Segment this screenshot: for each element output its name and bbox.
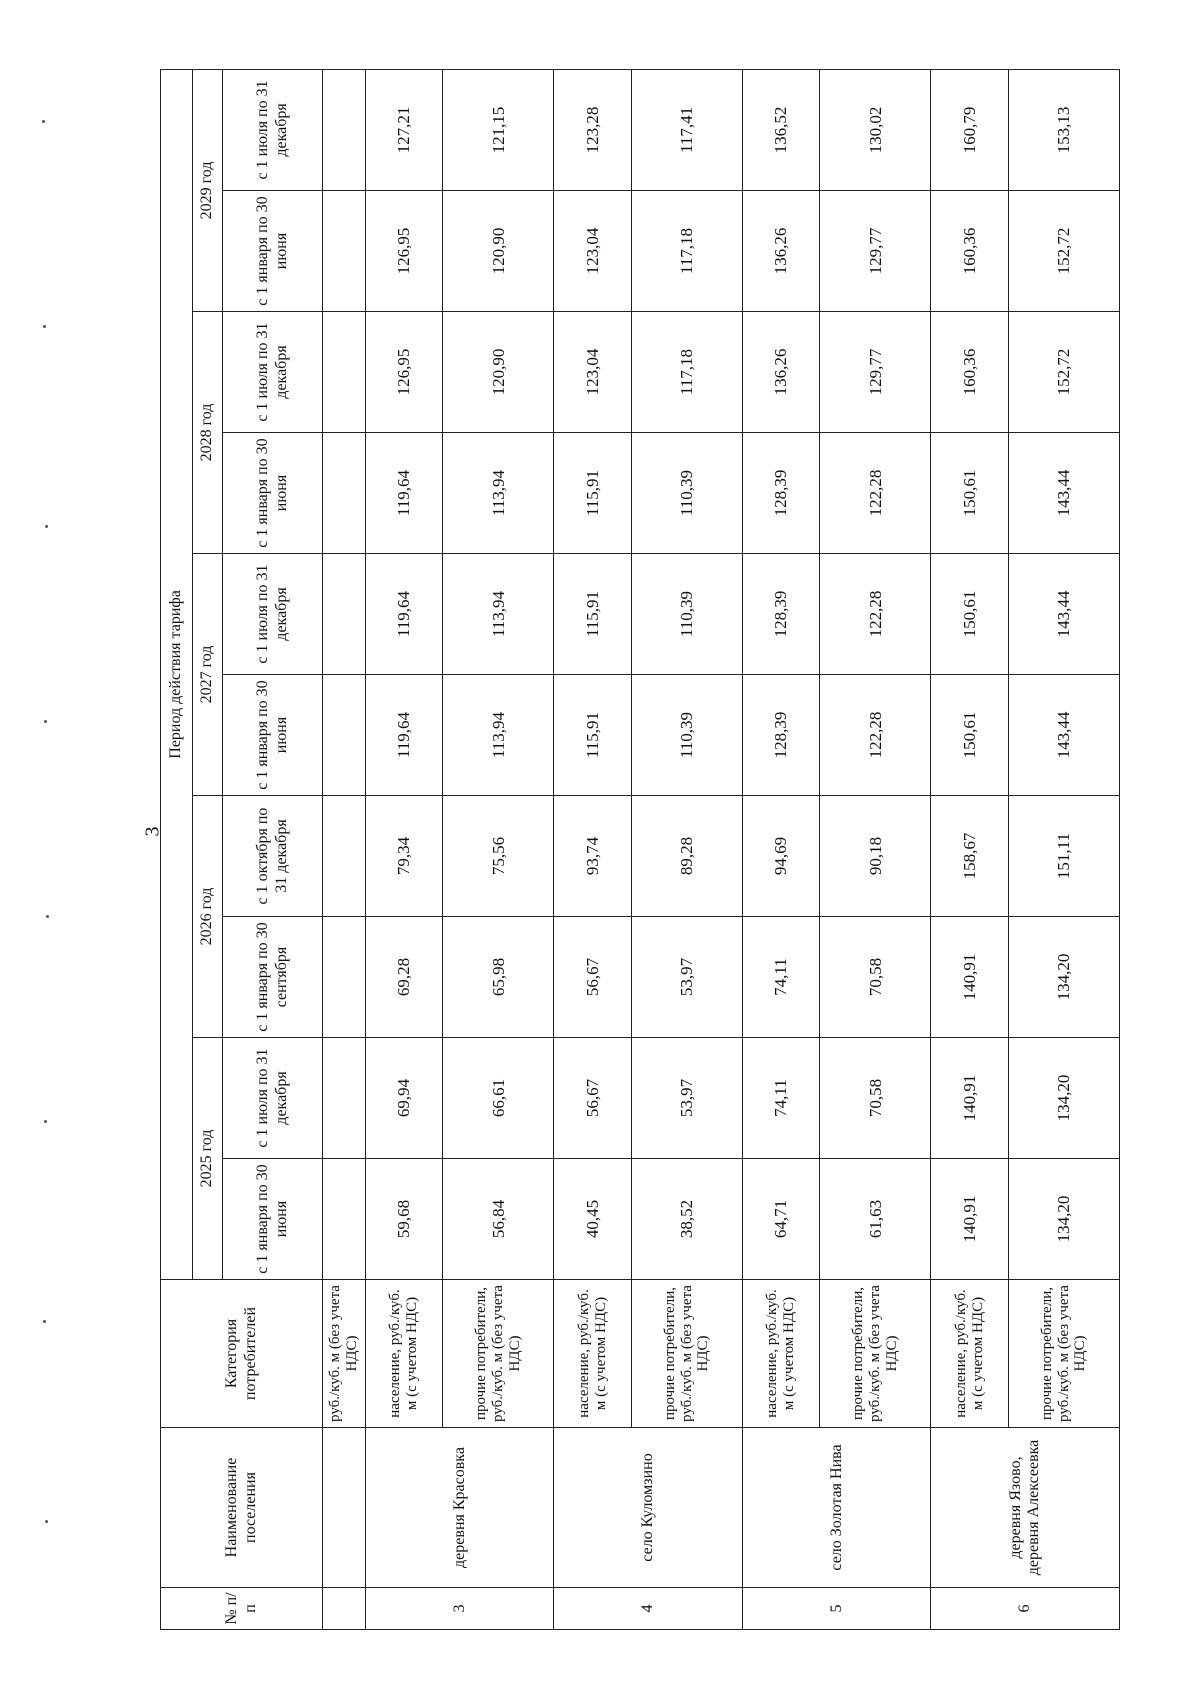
tariff-value: 143,44 (1008, 675, 1119, 796)
tariff-value: 143,44 (1008, 433, 1119, 554)
tariff-value: 90,18 (820, 796, 931, 917)
cell-empty (323, 191, 366, 312)
tariff-value: 143,44 (1008, 554, 1119, 675)
tariff-value: 128,39 (742, 433, 819, 554)
tariff-value: 56,67 (554, 1038, 631, 1159)
table-row (1008, 69, 1119, 1629)
tariff-value: 115,91 (554, 675, 631, 796)
tariff-value: 119,64 (366, 675, 443, 796)
tariff-value: 123,04 (554, 312, 631, 433)
cell-empty (323, 433, 366, 554)
tariff-value: 53,97 (631, 1038, 742, 1159)
tariff-value: 160,36 (931, 191, 1008, 312)
table-row (443, 69, 554, 1629)
cell-empty (323, 917, 366, 1038)
header-category: Категория потребителей (161, 1280, 323, 1428)
header-subperiod: с 1 января по 30 июня (223, 433, 323, 554)
cell-empty (323, 1428, 366, 1588)
header-period: Период действия тарифа (161, 69, 193, 1279)
tariff-value: 115,91 (554, 554, 631, 675)
cell-empty (323, 1159, 366, 1280)
tariff-value: 130,02 (820, 69, 931, 190)
cell-empty (323, 1038, 366, 1159)
settlement-name: деревня Красовка (366, 1428, 554, 1588)
tariff-value: 129,77 (820, 312, 931, 433)
table-row (366, 69, 443, 1629)
cell-empty (323, 554, 366, 675)
tariff-value: 56,67 (554, 917, 631, 1038)
tariff-value: 110,39 (631, 433, 742, 554)
tariff-value: 40,45 (554, 1159, 631, 1280)
tariff-value: 117,18 (631, 191, 742, 312)
header-subperiod: с 1 января по 30 июня (223, 675, 323, 796)
tariff-value: 128,39 (742, 554, 819, 675)
consumer-category: прочие потребители, руб./куб. м (без учета НДС) (443, 1280, 554, 1428)
consumer-category: население, руб./куб. м (с учетом НДС) (554, 1280, 631, 1428)
tariff-value: 110,39 (631, 675, 742, 796)
header-year: 2028 год (193, 312, 223, 554)
row-number: 3 (366, 1588, 554, 1630)
tariff-value: 53,97 (631, 917, 742, 1038)
tariff-value: 123,04 (554, 191, 631, 312)
row-number: 5 (742, 1588, 930, 1630)
tariff-value: 151,11 (1008, 796, 1119, 917)
header-subperiod: с 1 июля по 31 декабря (223, 1038, 323, 1159)
tariff-value: 152,72 (1008, 312, 1119, 433)
tariff-value: 117,41 (631, 69, 742, 190)
cell-empty (323, 675, 366, 796)
consumer-category: прочие потребители, руб./куб. м (без учета НДС) (631, 1280, 742, 1428)
settlement-name: село Куломзино (554, 1428, 742, 1588)
tariff-value: 93,74 (554, 796, 631, 917)
header-name: Наименование поселения (161, 1428, 323, 1588)
header-subperiod: с 1 января по 30 сентября (223, 917, 323, 1038)
tariff-value: 158,67 (931, 796, 1008, 917)
tariff-value: 152,72 (1008, 191, 1119, 312)
tariff-value: 115,91 (554, 433, 631, 554)
tariff-value: 79,34 (366, 796, 443, 917)
tariff-value: 38,52 (631, 1159, 742, 1280)
cell-empty (323, 1588, 366, 1630)
tariff-value: 140,91 (931, 1159, 1008, 1280)
header-year: 2025 год (193, 1038, 223, 1280)
tariff-value: 123,28 (554, 69, 631, 190)
tariff-value: 160,36 (931, 312, 1008, 433)
tariff-value: 113,94 (443, 554, 554, 675)
settlement-name: деревня Язово, деревня Алексеевка (931, 1428, 1120, 1588)
tariff-value: 110,39 (631, 554, 742, 675)
tariff-value: 64,71 (742, 1159, 819, 1280)
cell-empty (323, 796, 366, 917)
header-subperiod: с 1 июля по 31 декабря (223, 554, 323, 675)
header-subperiod: с 1 октября по 31 декабря (223, 796, 323, 917)
header-num: № п/п (161, 1588, 323, 1630)
tariff-value: 66,61 (443, 1038, 554, 1159)
table-row (820, 69, 931, 1629)
table-row (554, 69, 631, 1629)
cell-empty (323, 69, 366, 190)
tariff-value: 136,26 (742, 191, 819, 312)
tariff-value: 127,21 (366, 69, 443, 190)
tariff-value: 117,18 (631, 312, 742, 433)
tariff-value: 69,94 (366, 1038, 443, 1159)
row-number: 6 (931, 1588, 1120, 1630)
settlement-name: село Золотая Нива (742, 1428, 930, 1588)
table-row (631, 69, 742, 1629)
tariff-value: 136,26 (742, 312, 819, 433)
table-row (742, 69, 819, 1629)
consumer-category: прочие потребители, руб./куб. м (без учета НДС) (1008, 1280, 1119, 1428)
tariff-value: 56,84 (443, 1159, 554, 1280)
tariff-value: 119,64 (366, 433, 443, 554)
header-subperiod: с 1 января по 30 июня (223, 191, 323, 312)
page-number: 3 (141, 826, 164, 837)
tariff-value: 150,61 (931, 675, 1008, 796)
tariff-value: 69,28 (366, 917, 443, 1038)
header-subperiod: с 1 января по 30 июня (223, 1159, 323, 1280)
tariff-value: 61,63 (820, 1159, 931, 1280)
consumer-category: население, руб./куб. м (с учетом НДС) (742, 1280, 819, 1428)
tariff-value: 74,11 (742, 1038, 819, 1159)
tariff-value: 120,90 (443, 191, 554, 312)
tariff-value: 120,90 (443, 312, 554, 433)
tariff-value: 113,94 (443, 433, 554, 554)
tariff-value: 119,64 (366, 554, 443, 675)
consumer-category: прочие потребители, руб./куб. м (без учета НДС) (820, 1280, 931, 1428)
tariff-value: 65,98 (443, 917, 554, 1038)
cell-empty (323, 312, 366, 433)
tariff-value: 74,11 (742, 917, 819, 1038)
tariff-value: 134,20 (1008, 1038, 1119, 1159)
tariff-value: 160,79 (931, 69, 1008, 190)
tariff-value: 150,61 (931, 554, 1008, 675)
header-year: 2026 год (193, 796, 223, 1038)
tariff-value: 126,95 (366, 312, 443, 433)
rotated-table-wrapper (160, 70, 1120, 1630)
consumer-category: население, руб./куб. м (с учетом НДС) (931, 1280, 1008, 1428)
tariff-value: 128,39 (742, 675, 819, 796)
tariff-value: 150,61 (931, 433, 1008, 554)
header-year: 2029 год (193, 69, 223, 311)
tariff-value: 126,95 (366, 191, 443, 312)
tariff-value: 129,77 (820, 191, 931, 312)
unit-cell: руб./куб. м (без учета НДС) (323, 1280, 366, 1428)
tariff-value: 89,28 (631, 796, 742, 917)
tariff-value: 113,94 (443, 675, 554, 796)
tariff-value: 122,28 (820, 554, 931, 675)
tariff-value: 153,13 (1008, 69, 1119, 190)
tariff-value: 122,28 (820, 433, 931, 554)
tariff-value: 134,20 (1008, 917, 1119, 1038)
tariff-value: 140,91 (931, 917, 1008, 1038)
tariff-table (160, 69, 1120, 1630)
unit-row (323, 69, 366, 1629)
tariff-value: 94,69 (742, 796, 819, 917)
tariff-value: 121,15 (443, 69, 554, 190)
header-subperiod: с 1 июля по 31 декабря (223, 69, 323, 190)
table-row (931, 69, 1008, 1629)
tariff-value: 134,20 (1008, 1159, 1119, 1280)
tariff-value: 70,58 (820, 1038, 931, 1159)
header-year: 2027 год (193, 554, 223, 796)
tariff-value: 70,58 (820, 917, 931, 1038)
row-number: 4 (554, 1588, 742, 1630)
tariff-value: 122,28 (820, 675, 931, 796)
tariff-value: 136,52 (742, 69, 819, 190)
tariff-value: 75,56 (443, 796, 554, 917)
header-subperiod: с 1 июля по 31 декабря (223, 312, 323, 433)
consumer-category: население, руб./куб. м (с учетом НДС) (366, 1280, 443, 1428)
tariff-value: 59,68 (366, 1159, 443, 1280)
tariff-value: 140,91 (931, 1038, 1008, 1159)
